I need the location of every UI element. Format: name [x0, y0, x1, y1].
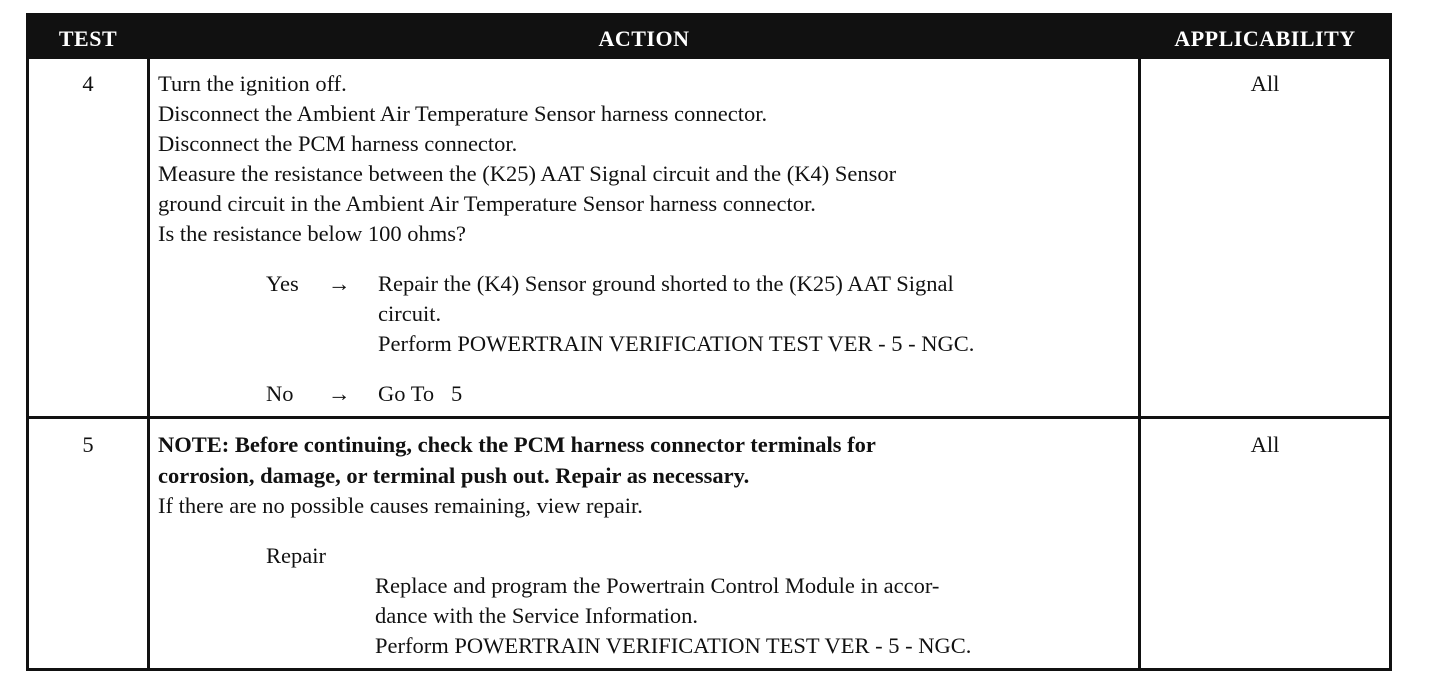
repair-text: Replace and program the Powertrain Control Module in accor- [375, 573, 940, 598]
no-result: Go To 5 [378, 381, 463, 406]
action-step: Is the resistance below 100 ohms? [158, 221, 467, 246]
action-step: Measure the resistance between the (K25) AAT Signal circuit and the (K4) Sensor [158, 161, 897, 186]
test-number: 5 [82, 432, 94, 457]
yes-arrow-icon: → [328, 271, 351, 296]
table-header [29, 16, 1389, 59]
note-text: corrosion, damage, or terminal push out. Repair as necessary. [158, 463, 750, 488]
diagnostic-test-table [26, 13, 1392, 671]
yes-label: Yes [266, 271, 299, 296]
action-step: Disconnect the PCM harness connector. [158, 131, 518, 156]
action-step: Turn the ignition off. [158, 71, 347, 96]
applicability-value: All [1250, 71, 1280, 96]
repair-text: Perform POWERTRAIN VERIFICATION TEST VER - 5 - NGC. [375, 633, 972, 658]
repair-text: dance with the Service Information. [375, 603, 699, 628]
repair-label: Repair [266, 543, 326, 568]
applicability-value: All [1250, 432, 1280, 457]
header-action: ACTION [598, 26, 690, 51]
header-test: TEST [58, 26, 118, 51]
no-label: No [266, 381, 294, 406]
row-divider [29, 416, 1389, 419]
action-step: ground circuit in the Ambient Air Temperature Sensor harness connector. [158, 191, 816, 216]
action-step: Disconnect the Ambient Air Temperature Sensor harness connector. [158, 101, 768, 126]
test-number: 4 [82, 71, 94, 96]
header-applicability: APPLICABILITY [1174, 26, 1356, 51]
column-divider [1138, 59, 1141, 668]
yes-result: circuit. [378, 301, 442, 326]
action-step: If there are no possible causes remaining, view repair. [158, 493, 643, 518]
note-text: NOTE: Before continuing, check the PCM harness connector terminals for [158, 432, 876, 457]
column-divider [147, 59, 150, 668]
no-arrow-icon: → [328, 381, 351, 406]
yes-result: Perform POWERTRAIN VERIFICATION TEST VER - 5 - NGC. [378, 331, 975, 356]
yes-result: Repair the (K4) Sensor ground shorted to the (K25) AAT Signal [378, 271, 954, 296]
